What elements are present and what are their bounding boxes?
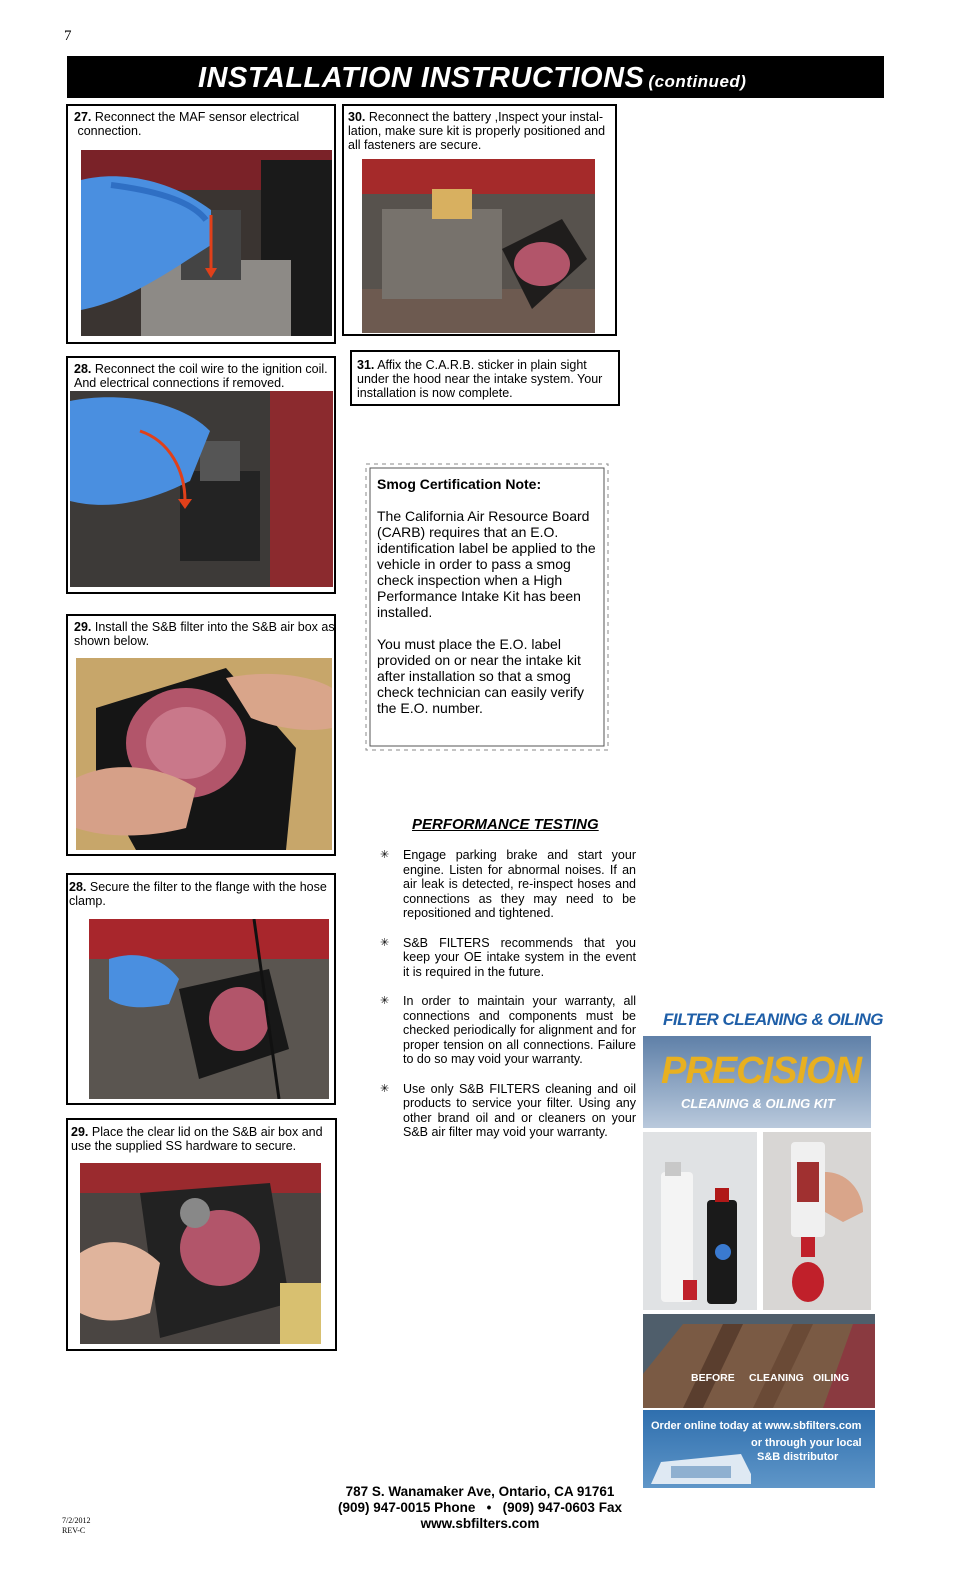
step-27-caption: 27. Reconnect the MAF sensor electrical connection.: [74, 110, 300, 138]
cleaning-kit-advertisement: [643, 1008, 884, 1488]
step-28-coil-caption: 28. Reconnect the coil wire to the ignition coil. And electrical connections if removed.: [74, 362, 328, 390]
bullet-star-icon: ✳: [380, 849, 390, 861]
step-30-caption: 30. Reconnect the battery ,Inspect your instal- lation, make sure kit is properly positioned and all fasteners are secure.: [348, 110, 606, 152]
bullet-star-icon: ✳: [380, 936, 390, 949]
page-banner: [67, 56, 884, 98]
ad-label-before: BEFORE: [691, 1372, 735, 1384]
ad-header: FILTER CLEANING & OILING: [663, 1010, 884, 1029]
footer-contact: [300, 1484, 660, 1532]
list-item: ✳ Engage parking brake and start your engine. Listen for abnormal noises. If an air leak is detected, re-inspect hoses and connections as they may need to be repositioned and tightened.: [380, 848, 636, 920]
revision-date: 7/2/2012: [62, 1516, 91, 1525]
ad-brand: PRECISION: [661, 1050, 862, 1092]
banner-subtitle: (continued): [648, 72, 747, 91]
smog-title: Smog Certification Note:: [377, 476, 542, 492]
installed-kit-photo: [362, 159, 595, 333]
maf-sensor-photo: [81, 150, 332, 336]
ignition-coil-photo: [70, 391, 333, 587]
performance-bullet-list: [380, 848, 636, 1155]
ad-order-line-2: or through your local: [751, 1437, 862, 1449]
ad-order-line-3: S&B distributor: [757, 1451, 839, 1463]
page-number: 7: [64, 28, 72, 44]
list-item: ✳ S&B FILTERS recommends that you keep your OE intake system in the event it is required in the future.: [380, 935, 636, 979]
revision-info: [62, 1516, 90, 1536]
bullet-star-icon: ✳: [380, 995, 390, 1007]
step-31-caption: 31. Affix the C.A.R.B. sticker in plain sight under the hood near the intake system. Your installation is now complete.: [357, 358, 603, 400]
ad-order-panel: [643, 1410, 875, 1488]
hose-clamp-photo: [89, 919, 329, 1099]
step-28-coil-box: [66, 356, 336, 594]
smog-paragraph-2: You must place the E.O. label provided on or near the intake kit after installation so that a smog check technician can easily verify the E.O. number.: [377, 636, 584, 716]
step-27-box: [66, 104, 336, 344]
step-28-clamp-box: [66, 873, 336, 1105]
step-30-box: [342, 104, 617, 336]
step-29-filter-box: [66, 614, 336, 856]
ad-product-bottles: [643, 1132, 757, 1310]
ad-subtitle: CLEANING & OILING KIT: [681, 1096, 835, 1111]
performance-testing-title: PERFORMANCE TESTING: [412, 816, 599, 833]
smog-certification-note: [360, 458, 614, 756]
step-28-clamp-caption: 28. Secure the filter to the flange with the hose clamp.: [69, 880, 327, 908]
footer-address: 787 S. Wanamaker Ave, Ontario, CA 91761: [345, 1484, 615, 1499]
ad-product-pour: [763, 1132, 871, 1310]
list-item: ✳ In order to maintain your warranty, all connections and components must be checked periodically for alignment and for proper tension on all connections. Failure to do so may void your warranty.: [380, 994, 636, 1066]
step-29-lid-box: [66, 1118, 337, 1351]
banner-title: INSTALLATION INSTRUCTIONS: [198, 62, 645, 94]
building-icon: [651, 1444, 751, 1484]
ad-label-oiling: OILING: [813, 1372, 850, 1384]
filter-airbox-photo: [76, 658, 332, 850]
smog-paragraph-1: The California Air Resource Board (CARB) requires that an E.O. identification label be applied to the vehicle in order to pass a smog check inspection when a High Performance Intake Kit has been installed.: [377, 508, 596, 620]
footer-phones: (909) 947-0015 Phone • (909) 947-0603 Fax: [338, 1500, 622, 1515]
ad-label-cleaning: CLEANING: [749, 1372, 804, 1384]
step-29-filter-caption: 29. Install the S&B filter into the S&B air box as shown below.: [74, 620, 335, 648]
footer-website[interactable]: www.sbfilters.com: [420, 1516, 540, 1531]
ad-before-after-panel: [643, 1314, 875, 1408]
step-31-box: [350, 350, 620, 406]
revision-code: REV-C: [62, 1526, 86, 1535]
step-29-lid-caption: 29. Place the clear lid on the S&B air box and use the supplied SS hardware to secure.: [71, 1125, 323, 1153]
ad-order-line-1: Order online today at www.sbfilters.com: [651, 1420, 862, 1432]
bullet-star-icon: ✳: [380, 1082, 390, 1095]
ad-brand-panel: [643, 1036, 871, 1128]
airbox-lid-photo: [80, 1163, 321, 1344]
list-item: ✳ Use only S&B FILTERS cleaning and oil products to service your filter. Using any other brand oil and or cleaners on your S&B air filter may void your warranty.: [380, 1081, 636, 1139]
